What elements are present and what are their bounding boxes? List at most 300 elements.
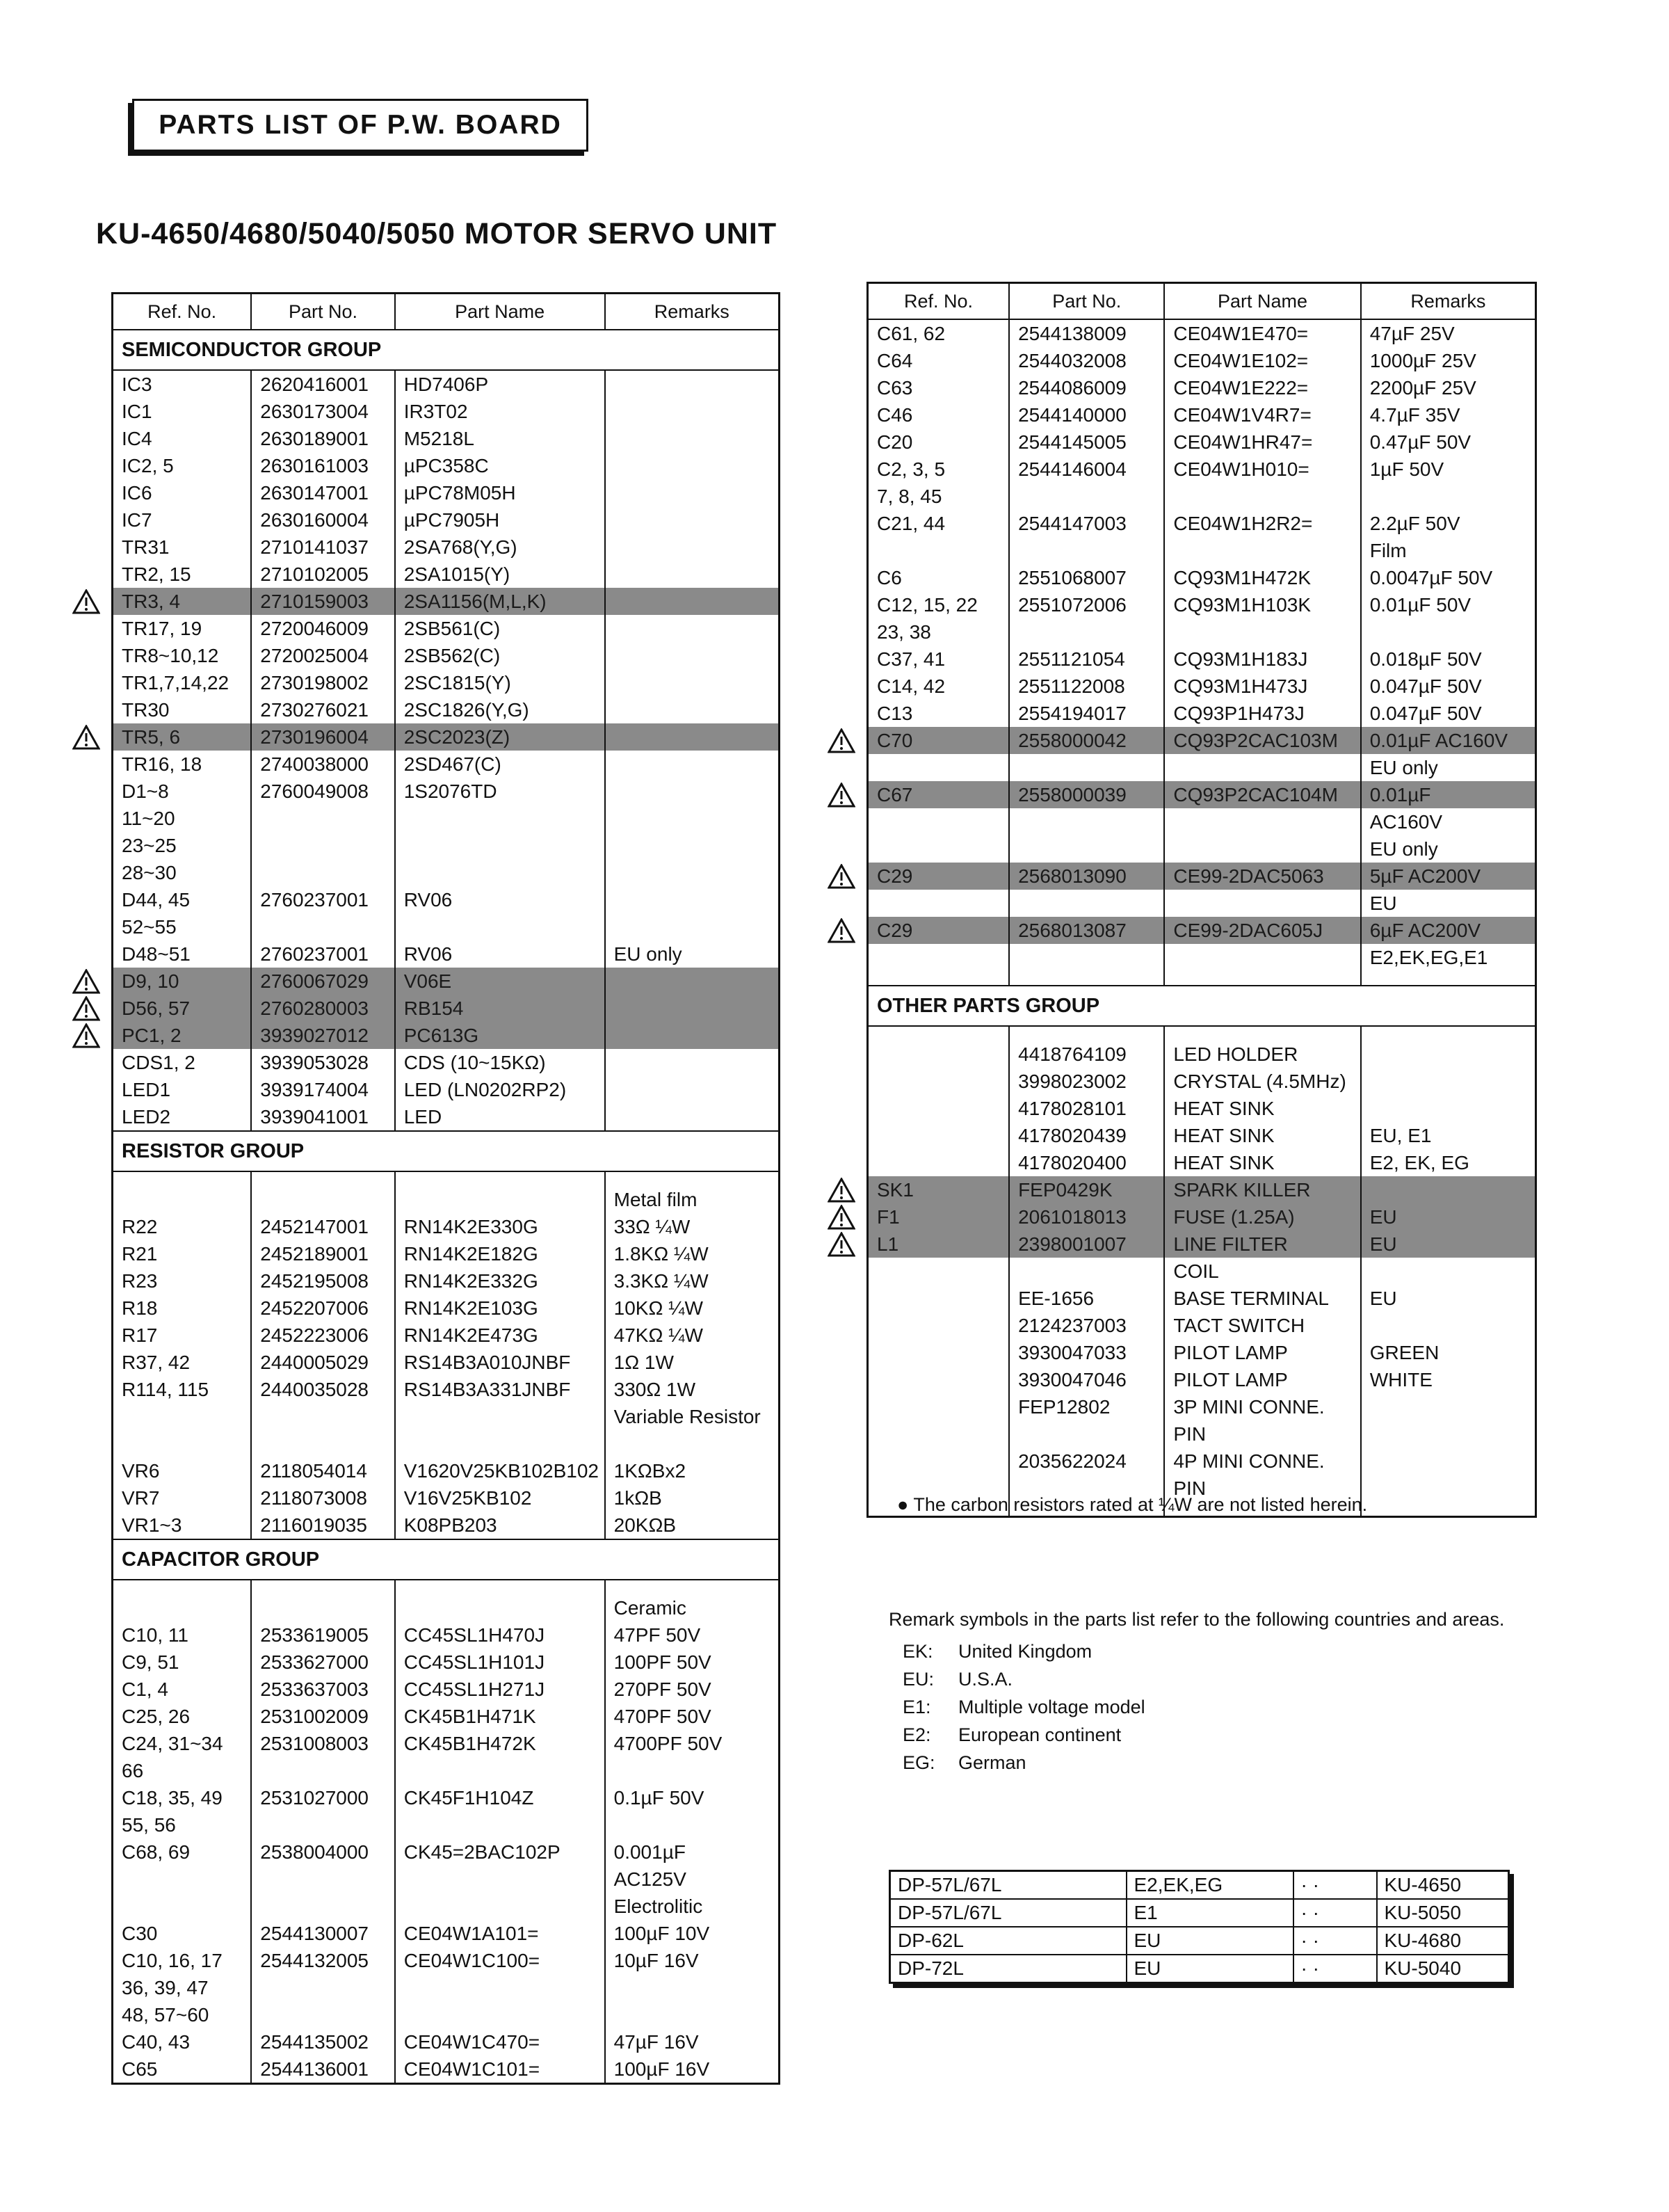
remark-cell [605,778,780,805]
part-row [868,1041,1536,1068]
remark-cell: EU only [1361,835,1536,863]
part-name-cell [1164,835,1360,863]
remark-cell: 10KΩ ¼W [605,1295,780,1322]
part-name-cell: M5218L [395,425,605,452]
remark-cell [605,1430,780,1457]
part-no-cell: 2035622024 [1009,1448,1164,1475]
part-name-cell: HEAT SINK [1164,1095,1360,1122]
remark-cell [605,832,780,859]
remark-cell [605,506,780,534]
part-no-cell: 3930047046 [1009,1366,1164,1393]
part-name-cell: CQ93M1H103K [1164,591,1360,618]
model-table [889,1870,1510,1984]
part-row [113,398,780,425]
part-no-cell [251,1974,394,2001]
remark-code: EU: [903,1669,935,1690]
part-row [113,479,780,506]
part-name-cell [1164,537,1360,564]
part-no-cell: 2116019035 [251,1512,394,1539]
ref-cell: C10, 11 [113,1621,252,1649]
part-no-cell: 2531027000 [251,1784,394,1811]
ref-cell [868,1068,1010,1095]
remark-cell: 1KΩBx2 [605,1457,780,1484]
part-name-cell: PILOT LAMP [1164,1339,1360,1366]
remark-cell [1361,1095,1536,1122]
part-name-cell: 3P MINI CONNE. [1164,1393,1360,1420]
part-no-cell: 2544147003 [1009,510,1164,537]
part-no-cell [1009,890,1164,917]
ref-cell: C14, 42 [868,673,1010,700]
part-no-cell: 2531008003 [251,1730,394,1757]
part-no-cell: 2558000039 [1009,781,1164,808]
ref-cell: C12, 15, 22 [868,591,1010,618]
part-row [113,1430,780,1457]
remark-cell: EU only [605,940,780,968]
part-name-cell: RV06 [395,886,605,913]
part-row [868,401,1536,428]
part-row [113,859,780,886]
part-row [113,1866,780,1893]
part-row [868,564,1536,591]
part-row [868,1068,1536,1095]
part-no-cell: 2558000042 [1009,727,1164,754]
remark-code-item [903,1749,1556,1777]
part-row [868,428,1536,456]
separator-cell: · · [1293,1871,1377,1900]
part-row [868,1122,1536,1149]
part-no-cell: 2452189001 [251,1240,394,1267]
caution-icon [828,918,855,943]
remark-cell: 2200µF 25V [1361,374,1536,401]
part-name-cell: CE04W1A101= [395,1920,605,1947]
ref-cell: TR16, 18 [113,751,252,778]
ref-cell: C21, 44 [868,510,1010,537]
remark-cell: 0.01µF AC160V [1361,727,1536,754]
part-name-cell [395,832,605,859]
part-no-cell: 2544032008 [1009,347,1164,374]
remark-cell [605,588,780,615]
ref-cell: C37, 41 [868,646,1010,673]
ref-cell [868,808,1010,835]
part-no-cell: 2118054014 [251,1457,394,1484]
part-no-cell: 2760237001 [251,886,394,913]
remark-description: German [958,1752,1026,1773]
remark-code: E1: [903,1697,931,1717]
part-name-cell: V16V25KB102 [395,1484,605,1512]
safety-part-row [868,781,1536,808]
ref-cell [113,1430,252,1457]
part-no-cell: 2538004000 [251,1838,394,1866]
part-name-cell: CQ93M1H473J [1164,673,1360,700]
ref-cell: VR1~3 [113,1512,252,1539]
header-name: Part Name [395,294,605,330]
remark-cell [605,669,780,696]
part-no-cell: 4178028101 [1009,1095,1164,1122]
header-part: Part No. [251,294,394,330]
part-name-cell [1164,944,1360,971]
ref-cell: R21 [113,1240,252,1267]
part-name-cell: IR3T02 [395,398,605,425]
ref-cell: IC4 [113,425,252,452]
part-no-cell: 2710159003 [251,588,394,615]
remark-cell: Ceramic [605,1594,780,1621]
part-row [868,483,1536,510]
part-row [113,1322,780,1349]
part-name-cell: RN14K2E182G [395,1240,605,1267]
ref-cell: C20 [868,428,1010,456]
part-no-cell: 2544132005 [251,1947,394,1974]
part-no-cell: 2544086009 [1009,374,1164,401]
ref-cell: R37, 42 [113,1349,252,1376]
remark-cell: Metal film [605,1186,780,1213]
part-no-cell: 2544135002 [251,2028,394,2055]
part-no-cell: 2124237003 [1009,1312,1164,1339]
unit-cell: KU-4680 [1377,1927,1509,1955]
part-row [868,1393,1536,1420]
part-name-cell: HD7406P [395,370,605,398]
ref-cell [868,1095,1010,1122]
ref-cell [868,1285,1010,1312]
part-no-cell: 2544138009 [1009,319,1164,347]
part-name-cell: CQ93P2CAC103M [1164,727,1360,754]
ref-cell [868,1366,1010,1393]
group-header [113,1131,780,1171]
unit-subtitle: KU-4650/4680/5040/5050 MOTOR SERVO UNIT [96,217,777,250]
ref-cell: TR1,7,14,22 [113,669,252,696]
part-no-cell: 2544140000 [1009,401,1164,428]
safety-part-row [113,995,780,1022]
ref-cell: 66 [113,1757,252,1784]
part-name-cell: RS14B3A331JNBF [395,1376,605,1403]
safety-part-row [113,1022,780,1049]
ref-cell [868,537,1010,564]
part-no-cell: 2551072006 [1009,591,1164,618]
remark-cell: GREEN [1361,1339,1536,1366]
header-part: Part No. [1009,283,1164,320]
part-no-cell: 2452207006 [251,1295,394,1322]
part-row [113,696,780,723]
part-name-cell: PIN [1164,1420,1360,1448]
ref-cell: VR7 [113,1484,252,1512]
part-row [113,886,780,913]
remark-cell [605,370,780,398]
ref-cell: LED1 [113,1076,252,1103]
caution-icon [828,864,855,889]
part-no-cell: 2710102005 [251,561,394,588]
part-row [113,1811,780,1838]
header-ref: Ref. No. [868,283,1010,320]
ref-cell: C40, 43 [113,2028,252,2055]
part-row [113,778,780,805]
part-no-cell: 2440005029 [251,1349,394,1376]
model-row [890,1871,1509,1900]
part-row [113,751,780,778]
ref-cell: D9, 10 [113,968,252,995]
remark-description: U.S.A. [958,1669,1013,1690]
part-row [868,1366,1536,1393]
part-row [113,642,780,669]
part-no-cell: 2554194017 [1009,700,1164,727]
ref-cell [113,1186,252,1213]
part-no-cell: 3939174004 [251,1076,394,1103]
ref-cell: SK1 [868,1176,1010,1203]
remark-cell [605,615,780,642]
remark-cell: 100µF 10V [605,1920,780,1947]
remark-code: EG: [903,1752,935,1773]
ref-cell [868,1448,1010,1475]
group-title: OTHER PARTS GROUP [868,986,1536,1026]
part-name-cell: 2SA1015(Y) [395,561,605,588]
part-row [113,425,780,452]
part-no-cell: 2061018013 [1009,1203,1164,1231]
part-name-cell: K08PB203 [395,1512,605,1539]
part-no-cell: 2568013090 [1009,863,1164,890]
ref-cell: R23 [113,1267,252,1295]
part-row [113,669,780,696]
part-name-cell: CE04W1H2R2= [1164,510,1360,537]
part-name-cell: RS14B3A010JNBF [395,1349,605,1376]
ref-cell: 36, 39, 47 [113,1974,252,2001]
part-row [113,1213,780,1240]
remark-cell: 0.01µF [1361,781,1536,808]
remark-cell [605,1757,780,1784]
part-no-cell: 2118073008 [251,1484,394,1512]
part-name-cell: µPC7905H [395,506,605,534]
part-name-cell: COIL [1164,1258,1360,1285]
remark-cell: 0.01µF 50V [1361,591,1536,618]
part-name-cell: SPARK KILLER [1164,1176,1360,1203]
safety-part-row [868,863,1536,890]
remark-code-item [903,1721,1556,1749]
part-row [113,832,780,859]
part-name-cell [395,1594,605,1621]
part-name-cell: HEAT SINK [1164,1149,1360,1176]
remark-cell [605,425,780,452]
part-no-cell: 3939041001 [251,1103,394,1131]
part-name-cell [1164,618,1360,646]
part-row [113,1103,780,1131]
ref-cell: C29 [868,863,1010,890]
remark-cell: 0.047µF 50V [1361,673,1536,700]
remark-cell: 0.018µF 50V [1361,646,1536,673]
remark-cell: 5µF AC200V [1361,863,1536,890]
part-row [868,1149,1536,1176]
part-name-cell [395,1757,605,1784]
part-row [113,1784,780,1811]
safety-part-row [113,968,780,995]
part-row [113,1484,780,1512]
ref-cell: TR17, 19 [113,615,252,642]
ref-cell: TR5, 6 [113,723,252,751]
model-cell: DP-57L/67L [890,1899,1127,1927]
ref-cell: 48, 57~60 [113,2001,252,2028]
part-row [113,1838,780,1866]
remark-cell [605,968,780,995]
part-name-cell: 2SC2023(Z) [395,723,605,751]
part-no-cell: 2531002009 [251,1703,394,1730]
part-no-cell [251,805,394,832]
remark-cell: 47PF 50V [605,1621,780,1649]
part-row [113,1947,780,1974]
ref-cell: TR30 [113,696,252,723]
part-row [113,1240,780,1267]
ref-cell: TR2, 15 [113,561,252,588]
ref-cell: 7, 8, 45 [868,483,1010,510]
ref-cell [868,835,1010,863]
part-row [868,673,1536,700]
ref-cell: VR6 [113,1457,252,1484]
ref-cell: L1 [868,1231,1010,1258]
part-row [113,1621,780,1649]
part-no-cell: 2760280003 [251,995,394,1022]
remark-cell [605,452,780,479]
part-no-cell: 3939027012 [251,1022,394,1049]
part-row [113,940,780,968]
part-name-cell: µPC78M05H [395,479,605,506]
ref-cell: C61, 62 [868,319,1010,347]
remark-cell [605,723,780,751]
remark-cell [1361,1448,1536,1475]
part-row [113,615,780,642]
part-row [113,1403,780,1430]
part-no-cell: 2760237001 [251,940,394,968]
remark-code-item [903,1665,1556,1693]
part-name-cell: V06E [395,968,605,995]
ref-cell: CDS1, 2 [113,1049,252,1076]
ref-cell: IC2, 5 [113,452,252,479]
part-row [868,537,1536,564]
remark-code-item [903,1693,1556,1721]
part-no-cell [251,1866,394,1893]
part-no-cell [251,859,394,886]
part-name-cell: BASE TERMINAL [1164,1285,1360,1312]
remark-cell [605,1103,780,1131]
ref-cell: 23, 38 [868,618,1010,646]
part-row [113,1376,780,1403]
part-row [868,1095,1536,1122]
part-name-cell: µPC358C [395,452,605,479]
part-row [868,591,1536,618]
group-title: SEMICONDUCTOR GROUP [113,330,780,370]
part-row [868,1420,1536,1448]
part-row [868,374,1536,401]
ref-cell: IC7 [113,506,252,534]
ref-cell: R22 [113,1213,252,1240]
ref-cell: C65 [113,2055,252,2084]
part-no-cell [1009,1420,1164,1448]
area-cell: E1 [1127,1899,1293,1927]
part-row [113,2028,780,2055]
part-name-cell: CE04W1H010= [1164,456,1360,483]
ref-cell [868,1339,1010,1366]
remark-cell: EU [1361,1285,1536,1312]
part-name-cell: RB154 [395,995,605,1022]
part-row [868,754,1536,781]
safety-part-row [868,1176,1536,1203]
part-row [113,1295,780,1322]
ref-cell: C70 [868,727,1010,754]
part-no-cell [1009,808,1164,835]
remark-cell: 2.2µF 50V [1361,510,1536,537]
part-name-cell: LINE FILTER [1164,1231,1360,1258]
part-name-cell: CE04W1V4R7= [1164,401,1360,428]
remark-cell: 47µF 25V [1361,319,1536,347]
caution-icon [72,589,100,614]
group-title: RESISTOR GROUP [113,1131,780,1171]
remark-cell: 0.001µF [605,1838,780,1866]
part-name-cell: 4P MINI CONNE. [1164,1448,1360,1475]
ref-cell: C46 [868,401,1010,428]
part-name-cell: CE99-2DAC5063 [1164,863,1360,890]
ref-cell: C9, 51 [113,1649,252,1676]
ref-cell [113,1866,252,1893]
part-row [113,1349,780,1376]
part-no-cell [1009,835,1164,863]
remark-cell: 10µF 16V [605,1947,780,1974]
ref-cell: C6 [868,564,1010,591]
part-row [113,1512,780,1539]
part-name-cell [395,913,605,940]
part-name-cell [395,2001,605,2028]
safety-part-row [113,588,780,615]
part-row [868,890,1536,917]
ref-cell: C1, 4 [113,1676,252,1703]
part-name-cell: CC45SL1H101J [395,1649,605,1676]
remark-cell [605,534,780,561]
remark-description: Multiple voltage model [958,1697,1145,1717]
remark-cell: 1µF 50V [1361,456,1536,483]
part-name-cell: CK45F1H104Z [395,1784,605,1811]
ref-cell: D44, 45 [113,886,252,913]
part-no-cell: 3998023002 [1009,1068,1164,1095]
remark-cell [605,1022,780,1049]
remark-cell [605,696,780,723]
remark-cell [1361,1420,1536,1448]
remark-symbols [889,1605,1556,1777]
part-no-cell [1009,483,1164,510]
part-row [113,2055,780,2084]
remark-cell: 0.1µF 50V [605,1784,780,1811]
part-row [113,1267,780,1295]
model-cell: DP-72L [890,1955,1127,1983]
remark-code: EK: [903,1641,933,1662]
header-name: Part Name [1164,283,1360,320]
remark-cell [605,751,780,778]
part-name-cell [395,1811,605,1838]
ref-cell: IC1 [113,398,252,425]
part-no-cell: 2544136001 [251,2055,394,2084]
ref-cell: C10, 16, 17 [113,1947,252,1974]
part-row [113,534,780,561]
part-no-cell: FEP0429K [1009,1176,1164,1203]
part-name-cell: 2SD467(C) [395,751,605,778]
caution-icon [72,969,100,994]
part-no-cell: 4178020400 [1009,1149,1164,1176]
remark-cell: E2,EK,EG,E1 [1361,944,1536,971]
part-no-cell: 4418764109 [1009,1041,1164,1068]
part-no-cell: 2551121054 [1009,646,1164,673]
part-no-cell: 2551122008 [1009,673,1164,700]
remark-cell [605,1974,780,2001]
ref-cell: 11~20 [113,805,252,832]
remark-cell: EU [1361,1203,1536,1231]
part-name-cell: 1S2076TD [395,778,605,805]
remark-cell: 47KΩ ¼W [605,1322,780,1349]
remark-cell: 3.3KΩ ¼W [605,1267,780,1295]
ref-cell: R18 [113,1295,252,1322]
ref-cell: C67 [868,781,1010,808]
remark-cell [1361,1258,1536,1285]
